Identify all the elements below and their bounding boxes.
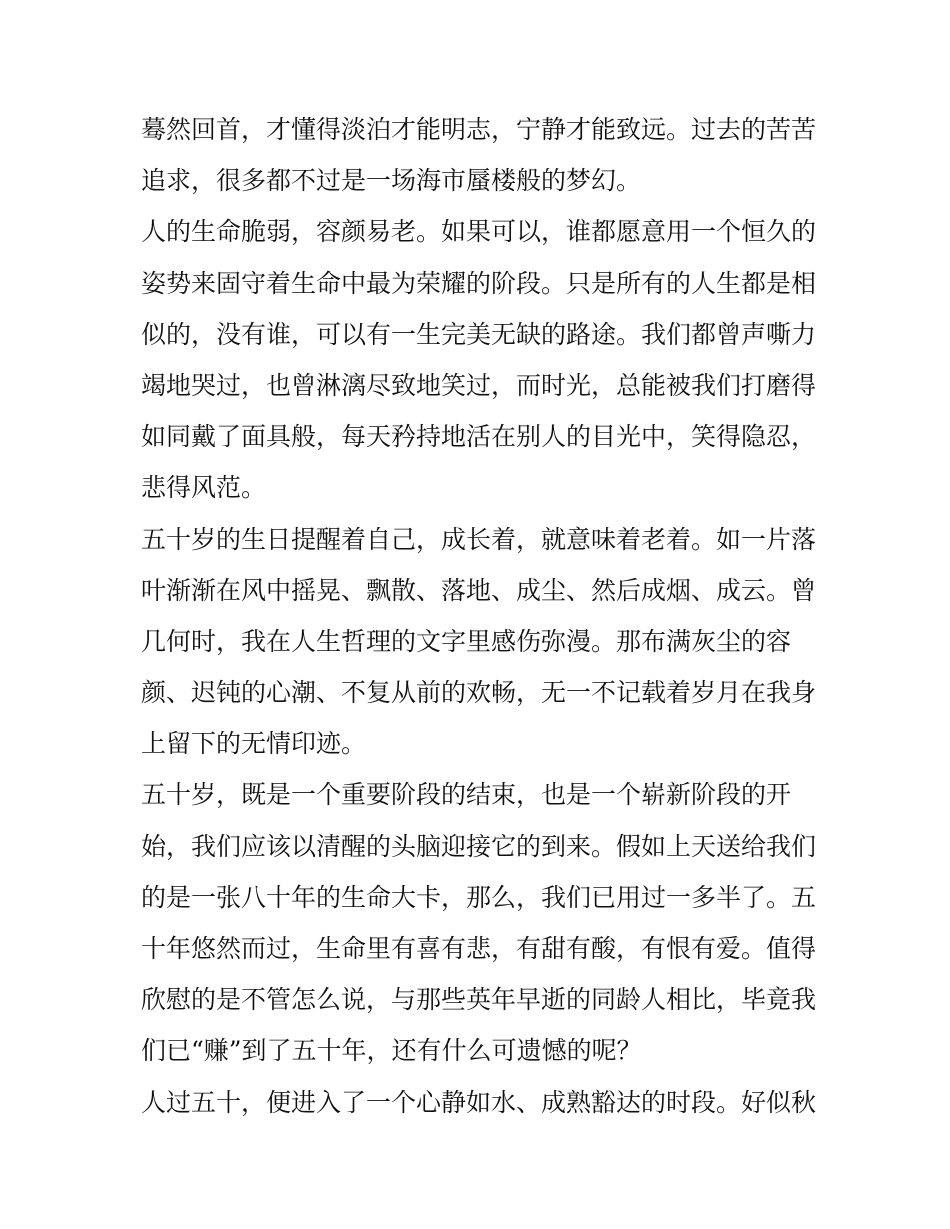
text-line: 叶渐渐在风中摇晃、飘散、落地、成尘、然后成烟、成云。曾 [141,575,817,605]
text-line: 几何时，我在人生哲理的文字里感伤弥漫。那布满灰尘的容 [141,626,792,656]
document-body [141,104,817,1128]
text-line: 蓦然回首，才懂得淡泊才能明志，宁静才能致远。过去的苦苦 [141,115,817,144]
text-line: 追求，很多都不过是一场海市蜃楼般的梦幻。 [141,166,642,196]
text-line: 人的生命脆弱，容颜易老。如果可以，谁都愿意用一个恒久的 [141,217,817,247]
text-line: 颜、迟钝的心潮、不复从前的欢畅，无一不记载着岁月在我身 [141,678,817,708]
text-line: 如同戴了面具般，每天矜持地活在别人的目光中，笑得隐忍， [141,422,817,452]
text-line: 人过五十，便进入了一个心静如水、成熟豁达的时段。好似秋 [141,1087,817,1117]
text-line: 们已“赚”到了五十年，还有什么可遗憾的呢？ [141,1036,642,1066]
text-line: 似的，没有谁，可以有一生完美无缺的路途。我们都曾声嘶力 [141,319,817,349]
text-line: 竭地哭过，也曾淋漓尽致地笑过，而时光，总能被我们打磨得 [141,370,817,400]
text-line: 悲得风范。 [141,473,267,503]
text-line: 始，我们应该以清醒的头脑迎接它的到来。假如上天送给我们 [141,831,817,861]
text-line: 五十岁的生日提醒着自己，成长着，就意味着老着。如一片落 [141,524,817,554]
text-line: 姿势来固守着生命中最为荣耀的阶段。只是所有的人生都是相 [141,268,817,298]
text-line: 十年悠然而过，生命里有喜有悲，有甜有酸，有恨有爱。值得 [141,934,817,963]
text-line: 上留下的无情印迹。 [141,729,367,759]
text-line: 五十岁，既是一个重要阶段的结束，也是一个崭新阶段的开 [141,780,792,810]
text-line: 的是一张八十年的生命大卡，那么，我们已用过一多半了。五 [141,882,817,912]
text-line: 欣慰的是不管怎么说，与那些英年早逝的同龄人相比，毕竟我 [141,985,817,1015]
